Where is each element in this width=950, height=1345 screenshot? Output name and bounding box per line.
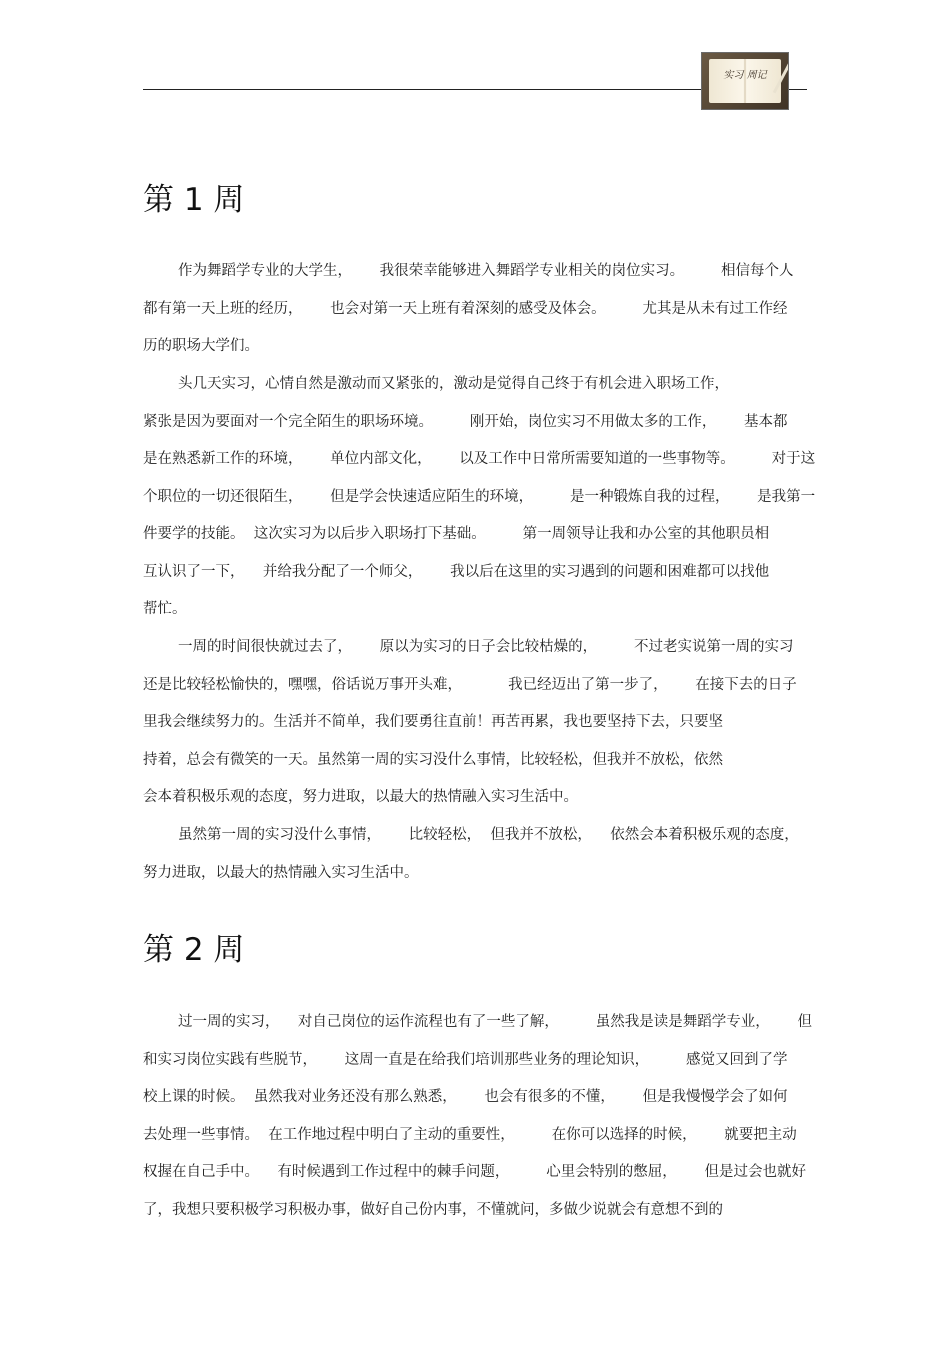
text-line: 里我会继续努力的。生活并不简单，我们要勇往直前！再苦再累，我也要坚持下去，只要坚	[143, 714, 723, 730]
header-logo-image	[701, 52, 789, 110]
week-1-paragraph-3	[143, 629, 807, 817]
text-line: 一周的时间很快就过去了， 原以为实习的日子会比较枯燥的， 不过老实说第一周的实习	[178, 639, 794, 655]
week-2-paragraph-1	[143, 1004, 812, 1229]
text-line: 虽然第一周的实习没什么事情， 比较轻松， 但我并不放松， 依然会本着积极乐观的态度，	[178, 827, 799, 843]
text-line: 还是比较轻松愉快的，嘿嘿，俗话说万事开头难， 我已经迈出了第一步了， 在接下去的日子	[143, 676, 797, 693]
text-line: 去处理一些事情。 在工作地过程中明白了主动的重要性， 在你可以选择的时候， 就要把主动	[143, 1126, 797, 1143]
text-line: 紧张是因为要面对一个完全陌生的职场环境。 刚开始，岗位实习不用做太多的工作， 基本都	[143, 413, 788, 430]
text-line: 和实习岗位实践有些脱节， 这周一直是在给我们培训那些业务的理论知识， 感觉又回到了学	[143, 1051, 788, 1068]
week-1-paragraph-1	[143, 253, 807, 366]
week-1-paragraph-2	[143, 366, 816, 629]
text-line: 校上课的时候。 虽然我对业务还没有那么熟悉， 也会有很多的不懂， 但是我慢慢学会了如何	[143, 1089, 788, 1105]
week-2-title: 第 2 周	[143, 932, 245, 968]
text-line: 作为舞蹈学专业的大学生， 我很荣幸能够进入舞蹈学专业相关的岗位实习。 相信每个人	[178, 263, 794, 279]
text-line: 权握在自己手中。 有时候遇到工作过程中的棘手问题， 心里会特别的憋屈， 但是过会也就好	[143, 1164, 806, 1180]
logo-text: 实习 周记	[723, 70, 767, 81]
text-line: 历的职场大学们。	[143, 338, 259, 354]
text-line: 头几天实习，心情自然是激动而又紧张的，激动是觉得自己终于有机会进入职场工作，	[178, 376, 729, 392]
text-line: 是在熟悉新工作的环境， 单位内部文化， 以及工作中日常所需要知道的一些事物等。 对于这	[143, 451, 816, 467]
week-1-paragraph-4	[143, 817, 807, 892]
text-line: 个职位的一切还很陌生， 但是学会快速适应陌生的环境， 是一种锻炼自我的过程， 是我第一	[143, 488, 816, 505]
text-line: 会本着积极乐观的态度，努力进取，以最大的热情融入实习生活中。	[143, 789, 578, 805]
text-line: 都有第一天上班的经历， 也会对第一天上班有着深刻的感受及体会。 尤其是从未有过工作经	[143, 300, 788, 317]
text-line: 互认识了一下， 并给我分配了一个师父， 我以后在这里的实习遇到的问题和困难都可以找他	[143, 563, 770, 580]
text-line: 努力进取，以最大的热情融入实习生活中。	[143, 864, 419, 881]
text-line: 件要学的技能。 这次实习为以后步入职场打下基础。 第一周领导让我和办公室的其他职员相	[143, 526, 770, 542]
text-line: 帮忙。	[143, 601, 187, 617]
text-line: 持着，总会有微笑的一天。虽然第一周的实习没什么事情，比较轻松，但我并不放松，依然	[143, 751, 723, 768]
text-line: 了，我想只要积极学习积极办事，做好自己份内事，不懂就问，多做少说就会有意想不到的	[143, 1201, 723, 1218]
text-line: 过一周的实习， 对自己岗位的运作流程也有了一些了解， 虽然我是读是舞蹈学专业， 但	[178, 1014, 812, 1030]
week-1-title: 第 1 周	[143, 182, 245, 218]
